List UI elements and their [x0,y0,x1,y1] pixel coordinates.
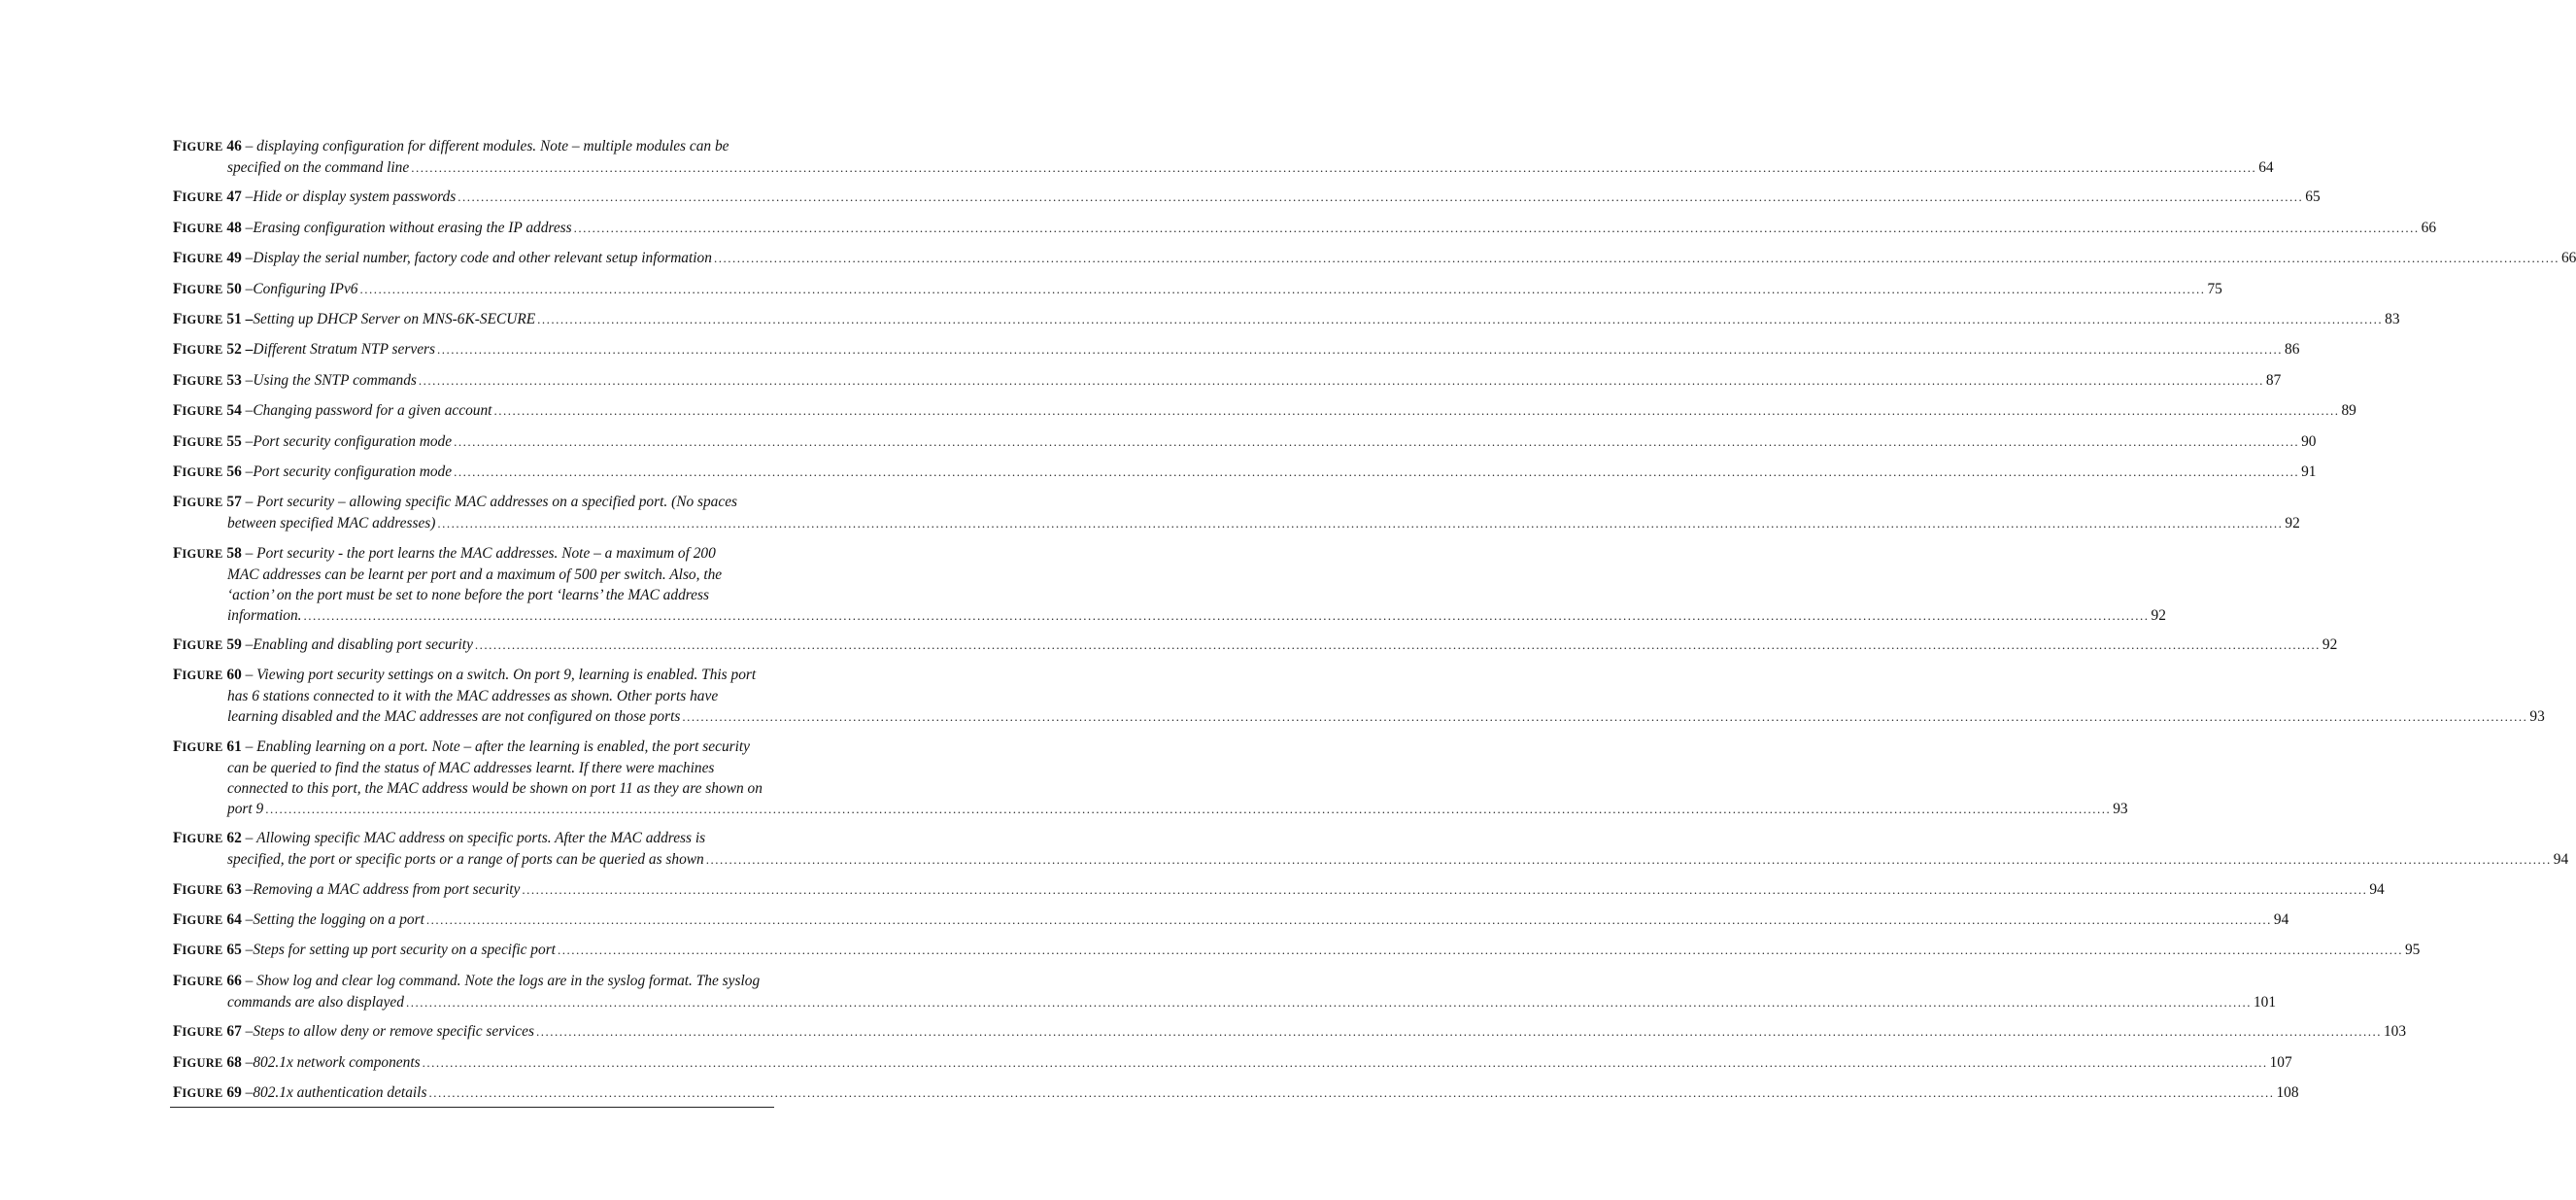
caption-row [173,1082,2299,1104]
separator-dash: – [241,830,257,847]
caption-row [173,339,2300,360]
toc-entry[interactable] [173,879,2385,901]
figure-word-initial: F [173,636,183,654]
caption-line: connected to this port, the MAC address would be shown on port 11 as they are shown on [227,779,763,797]
page-number: 101 [2253,993,2277,1011]
figure-word-initial: F [173,402,183,420]
figure-label [173,636,242,653]
caption-text: Erasing configuration without erasing the IP address [253,219,572,236]
caption-head [173,940,253,961]
page-number: 66 [2560,250,2576,267]
figure-number: 48 [222,219,242,236]
figure-number: 49 [222,250,242,267]
toc-entry[interactable] [173,339,2300,360]
caption-line: MAC addresses can be learnt per port and a maximum of 500 per switch. Also, the [227,566,723,583]
figure-number: 62 [222,830,242,847]
leader-dots: ................................................................................................................................................................................................................................................................................................................................................................................................................ [454,433,2300,449]
figure-word-initial: F [173,544,183,562]
caption-row [173,248,2576,269]
toc-entry[interactable] [173,543,2166,626]
caption-text: 802.1x network components [253,1053,421,1071]
figure-word-rest: IGURE [182,546,223,561]
caption-row [173,218,2437,239]
caption-row [173,1052,2292,1074]
figure-word-rest: IGURE [182,373,223,388]
page-number: 107 [2269,1053,2292,1071]
separator-dash: – [241,138,257,154]
caption-head [173,187,253,208]
caption-text: Enabling and disabling port security [253,636,473,654]
caption-row [173,462,2317,483]
page-number: 87 [2265,371,2282,389]
separator-dash: – [241,1023,254,1041]
figure-number: 52 [222,341,242,359]
toc-entry[interactable] [173,309,2400,330]
figure-word-rest: IGURE [182,1025,223,1040]
figure-label [173,942,242,958]
caption-head [173,370,253,392]
figure-word-initial: F [173,911,183,929]
caption-line: Port security - the port learns the MAC addresses. Note – a maximum of 200 [256,544,716,562]
caption-text: Using the SNTP commands [253,371,417,389]
caption-text: Different Stratum NTP servers [253,341,436,359]
leader-dots: ................................................................................................................................................................................................................................................................................................................................................................................................................ [522,881,2368,897]
caption-line: Viewing port security settings on a switch. On port 9, learning is enabled. This port [256,667,757,684]
figure-word-rest: IGURE [182,282,223,296]
figure-label [173,311,242,327]
page-number: 94 [2369,880,2385,898]
caption-text: learning disabled and the MAC addresses are not configured on those ports [227,708,681,726]
caption-last-line [227,513,2300,533]
separator-dash: – [241,250,254,267]
caption-row [173,400,2356,422]
caption-line: has 6 stations connected to it with the MAC addresses as shown. Other ports have [227,688,719,705]
figure-word-rest: IGURE [182,140,223,154]
figure-number: 57 [222,494,242,511]
caption-last-line [227,992,2277,1012]
figure-number: 61 [222,737,242,755]
caption-text: specified, the port or specific ports or a range of ports can be queried as shown [227,851,704,869]
figure-word-initial: F [173,250,183,267]
figure-word-initial: F [173,310,183,327]
leader-dots: ................................................................................................................................................................................................................................................................................................................................................................................................................ [405,994,2252,1010]
caption-line: ‘action’ on the port must be set to none before the port ‘learns’ the MAC address [227,586,709,603]
figure-word-rest: IGURE [182,1085,223,1100]
figure-label [173,830,242,846]
page-number: 75 [2207,280,2222,297]
figure-label [173,220,242,236]
separator-dash: – [241,310,254,327]
figure-label [173,973,242,989]
figure-number: 60 [222,667,242,684]
figure-label [173,1023,242,1040]
figure-word-initial: F [173,138,183,154]
figure-word-initial: F [173,972,183,989]
figure-word-rest: IGURE [182,974,223,988]
caption-last-line [227,799,2128,819]
toc-entry[interactable] [173,400,2356,422]
figure-word-initial: F [173,830,183,847]
caption-last-line [227,605,2166,626]
caption-text: 802.1x authentication details [253,1083,427,1101]
caption-text: Setting up DHCP Server on MNS-6K-SECURE [253,310,536,327]
caption-last-line [227,849,2569,870]
caption-head [173,279,253,300]
separator-dash: – [241,1053,254,1071]
caption-row [173,879,2385,901]
caption-head [173,634,253,656]
leader-dots: ................................................................................................................................................................................................................................................................................................................................................................................................................ [265,801,2112,816]
caption-row [173,370,2282,392]
caption-head [173,248,253,269]
toc-entry[interactable] [173,492,2300,533]
separator-dash: – [241,494,257,511]
figure-word-rest: IGURE [182,1055,223,1070]
caption-text: Changing password for a given account [253,402,492,420]
page-number: 83 [2385,310,2400,327]
toc-entry[interactable] [173,279,2222,300]
separator-dash: – [241,667,257,684]
caption-text: Port security configuration mode [253,432,453,450]
leader-dots: ................................................................................................................................................................................................................................................................................................................................................................................................................ [428,1084,2275,1100]
page-number: 65 [2305,189,2321,206]
separator-dash: – [241,544,257,562]
leader-dots: ................................................................................................................................................................................................................................................................................................................................................................................................................ [713,251,2559,266]
figure-word-rest: IGURE [182,221,223,235]
footer-rule [170,1107,774,1108]
caption-head [173,462,253,483]
figure-number: 46 [222,138,242,154]
caption-line: Port security – allowing specific MAC addresses on a specified port. (No spaces [256,494,738,511]
figure-number: 56 [222,463,242,480]
toc-entry[interactable] [173,248,2576,269]
separator-dash: – [241,942,254,959]
caption-text: Steps for setting up port security on a specific port [253,942,556,959]
caption-line: Allowing specific MAC address on specific ports. After the MAC address is [256,830,706,847]
separator-dash: – [241,737,257,755]
toc-entry[interactable] [173,909,2289,931]
figure-label [173,433,242,450]
toc-entry[interactable] [173,665,2545,727]
leader-dots: ................................................................................................................................................................................................................................................................................................................................................................................................................ [425,912,2272,928]
leader-dots: ................................................................................................................................................................................................................................................................................................................................................................................................................ [458,189,2304,205]
figure-word-initial: F [173,1023,183,1041]
toc-entry[interactable] [173,634,2338,656]
leader-dots: ................................................................................................................................................................................................................................................................................................................................................................................................................ [422,1054,2268,1070]
leader-dots: ................................................................................................................................................................................................................................................................................................................................................................................................................ [359,281,2206,296]
caption-line: Enabling learning on a port. Note – after the learning is enabled, the port security [256,737,751,755]
toc-entry[interactable] [173,828,2569,870]
page-number: 92 [2322,636,2338,654]
separator-dash: – [241,371,254,389]
figure-number: 51 [222,310,242,327]
figure-number: 54 [222,402,242,420]
figure-word-rest: IGURE [182,739,223,754]
figure-number: 53 [222,371,242,389]
caption-text: specified on the command line [227,159,410,176]
figure-word-initial: F [173,463,183,480]
figure-label [173,738,242,755]
figure-word-rest: IGURE [182,464,223,479]
caption-text: Setting the logging on a port [253,911,424,929]
figure-number: 47 [222,189,242,206]
figure-word-rest: IGURE [182,312,223,326]
leader-dots: ................................................................................................................................................................................................................................................................................................................................................................................................................ [411,160,2257,175]
leader-dots: ................................................................................................................................................................................................................................................................................................................................................................................................................ [705,852,2552,868]
figure-word-initial: F [173,667,183,684]
figure-number: 63 [222,880,242,898]
caption-text: information. [227,606,302,624]
figure-label [173,1084,242,1101]
figure-word-rest: IGURE [182,943,223,958]
toc-entry[interactable] [173,971,2277,1012]
caption-head [173,1052,253,1074]
leader-dots: ................................................................................................................................................................................................................................................................................................................................................................................................................ [493,403,2340,419]
page-number: 108 [2276,1083,2299,1101]
toc-entry[interactable] [173,1052,2292,1074]
caption-head [173,909,253,931]
toc-entry[interactable] [173,1021,2407,1043]
caption-text: Steps to allow deny or remove specific services [253,1023,534,1041]
leader-dots: ................................................................................................................................................................................................................................................................................................................................................................................................................ [557,943,2403,958]
figure-word-rest: IGURE [182,190,223,205]
figure-number: 69 [222,1083,242,1101]
figure-word-rest: IGURE [182,404,223,419]
leader-dots: ................................................................................................................................................................................................................................................................................................................................................................................................................ [418,372,2264,388]
leader-dots: ................................................................................................................................................................................................................................................................................................................................................................................................................ [474,637,2321,653]
caption-text: commands are also displayed [227,993,404,1011]
toc-entry[interactable] [173,1082,2299,1104]
caption-text: Configuring IPv6 [253,280,358,297]
figure-word-initial: F [173,942,183,959]
caption-row [173,187,2321,208]
figure-number: 65 [222,942,242,959]
figure-word-initial: F [173,1053,183,1071]
separator-dash: – [241,463,254,480]
caption-last-line [227,706,2545,727]
caption-row [173,634,2338,656]
caption-text: Display the serial number, factory code and other relevant setup information [253,250,712,267]
figure-word-initial: F [173,189,183,206]
figure-label [173,402,242,419]
separator-dash: – [241,880,254,898]
caption-head [173,309,253,330]
figure-label [173,494,242,510]
figure-word-initial: F [173,494,183,511]
leader-dots: ................................................................................................................................................................................................................................................................................................................................................................................................................ [535,1024,2382,1040]
figure-word-rest: IGURE [182,343,223,358]
figure-word-initial: F [173,371,183,389]
page-number: 66 [2421,219,2437,236]
figure-word-rest: IGURE [182,882,223,897]
caption-text: Hide or display system passwords [253,189,457,206]
caption-head [173,1082,253,1104]
toc-entry[interactable] [173,462,2317,483]
separator-dash: – [241,189,254,206]
caption-line: can be queried to find the status of MAC addresses learnt. If there were machines [227,759,715,776]
caption-row [173,279,2222,300]
figure-number: 64 [222,911,242,929]
separator-dash: – [241,280,254,297]
separator-dash: – [241,219,254,236]
separator-dash: – [241,341,254,359]
leader-dots: ................................................................................................................................................................................................................................................................................................................................................................................................................ [573,220,2420,235]
figure-word-initial: F [173,432,183,450]
page-number: 94 [2553,851,2569,869]
figure-label [173,911,242,928]
page-number: 92 [2151,606,2166,624]
leader-dots: ................................................................................................................................................................................................................................................................................................................................................................................................................ [454,463,2300,479]
caption-row [173,309,2400,330]
figure-number: 59 [222,636,242,654]
caption-text: Removing a MAC address from port security [253,880,521,898]
caption-text: between specified MAC addresses) [227,515,436,532]
figure-word-rest: IGURE [182,913,223,928]
figure-label [173,463,242,480]
caption-head [173,400,253,422]
page-number: 94 [2273,911,2289,929]
page-number: 103 [2383,1023,2407,1041]
toc-entry[interactable] [173,136,2274,178]
page-number: 95 [2404,942,2421,959]
page-number: 93 [2529,708,2545,726]
toc-entry[interactable] [173,370,2282,392]
caption-head [173,1021,253,1043]
figure-label [173,138,242,154]
figure-word-rest: IGURE [182,496,223,510]
figure-label [173,372,242,389]
figure-label [173,341,242,358]
leader-dots: ................................................................................................................................................................................................................................................................................................................................................................................................................ [303,607,2150,623]
table-of-figures [173,136,2576,1113]
leader-dots: ................................................................................................................................................................................................................................................................................................................................................................................................................ [682,709,2528,725]
separator-dash: – [241,432,254,450]
page-number: 64 [2258,159,2274,176]
page-number: 86 [2285,341,2300,359]
figure-word-rest: IGURE [182,252,223,266]
figure-word-initial: F [173,341,183,359]
caption-last-line [227,157,2274,178]
page-number: 89 [2341,402,2356,420]
caption-head [173,218,253,239]
separator-dash: – [241,636,254,654]
figure-number: 55 [222,432,242,450]
figure-word-initial: F [173,737,183,755]
figure-word-initial: F [173,280,183,297]
figure-word-rest: IGURE [182,669,223,683]
figure-number: 68 [222,1053,242,1071]
toc-entry[interactable] [173,187,2321,208]
toc-entry[interactable] [173,940,2421,961]
figure-word-initial: F [173,219,183,236]
caption-head [173,339,253,360]
page-number: 90 [2301,432,2317,450]
figure-label [173,1054,242,1071]
caption-row [173,1021,2407,1043]
figure-word-rest: IGURE [182,434,223,449]
caption-line: displaying configuration for different modules. Note – multiple modules can be [256,138,729,154]
leader-dots: ................................................................................................................................................................................................................................................................................................................................................................................................................ [437,342,2284,358]
caption-row [173,940,2421,961]
separator-dash: – [241,911,254,929]
toc-entry[interactable] [173,431,2317,453]
figure-word-initial: F [173,880,183,898]
caption-head [173,431,253,453]
leader-dots: ................................................................................................................................................................................................................................................................................................................................................................................................................ [537,311,2384,326]
caption-head [173,879,253,901]
figure-number: 50 [222,280,242,297]
caption-row [173,431,2317,453]
caption-text: port 9 [227,800,264,817]
caption-row [173,909,2289,931]
figure-word-initial: F [173,1083,183,1101]
toc-entry[interactable] [173,218,2437,239]
caption-text: Port security configuration mode [253,463,453,480]
page-number: 93 [2113,800,2128,817]
figure-label [173,189,242,205]
figure-label [173,250,242,266]
figure-label [173,281,242,297]
page-number: 92 [2285,515,2300,532]
figure-word-rest: IGURE [182,638,223,653]
separator-dash: – [241,1083,254,1101]
leader-dots: ................................................................................................................................................................................................................................................................................................................................................................................................................ [437,516,2284,531]
figure-number: 58 [222,544,242,562]
figure-number: 67 [222,1023,242,1041]
figure-label [173,667,242,683]
caption-line: Show log and clear log command. Note the logs are in the syslog format. The syslog [256,972,761,989]
separator-dash: – [241,972,257,989]
toc-entry[interactable] [173,737,2128,819]
figure-label [173,545,242,562]
figure-label [173,881,242,898]
figure-word-rest: IGURE [182,832,223,846]
separator-dash: – [241,402,254,420]
figure-number: 66 [222,972,242,989]
page-number: 91 [2301,463,2317,480]
